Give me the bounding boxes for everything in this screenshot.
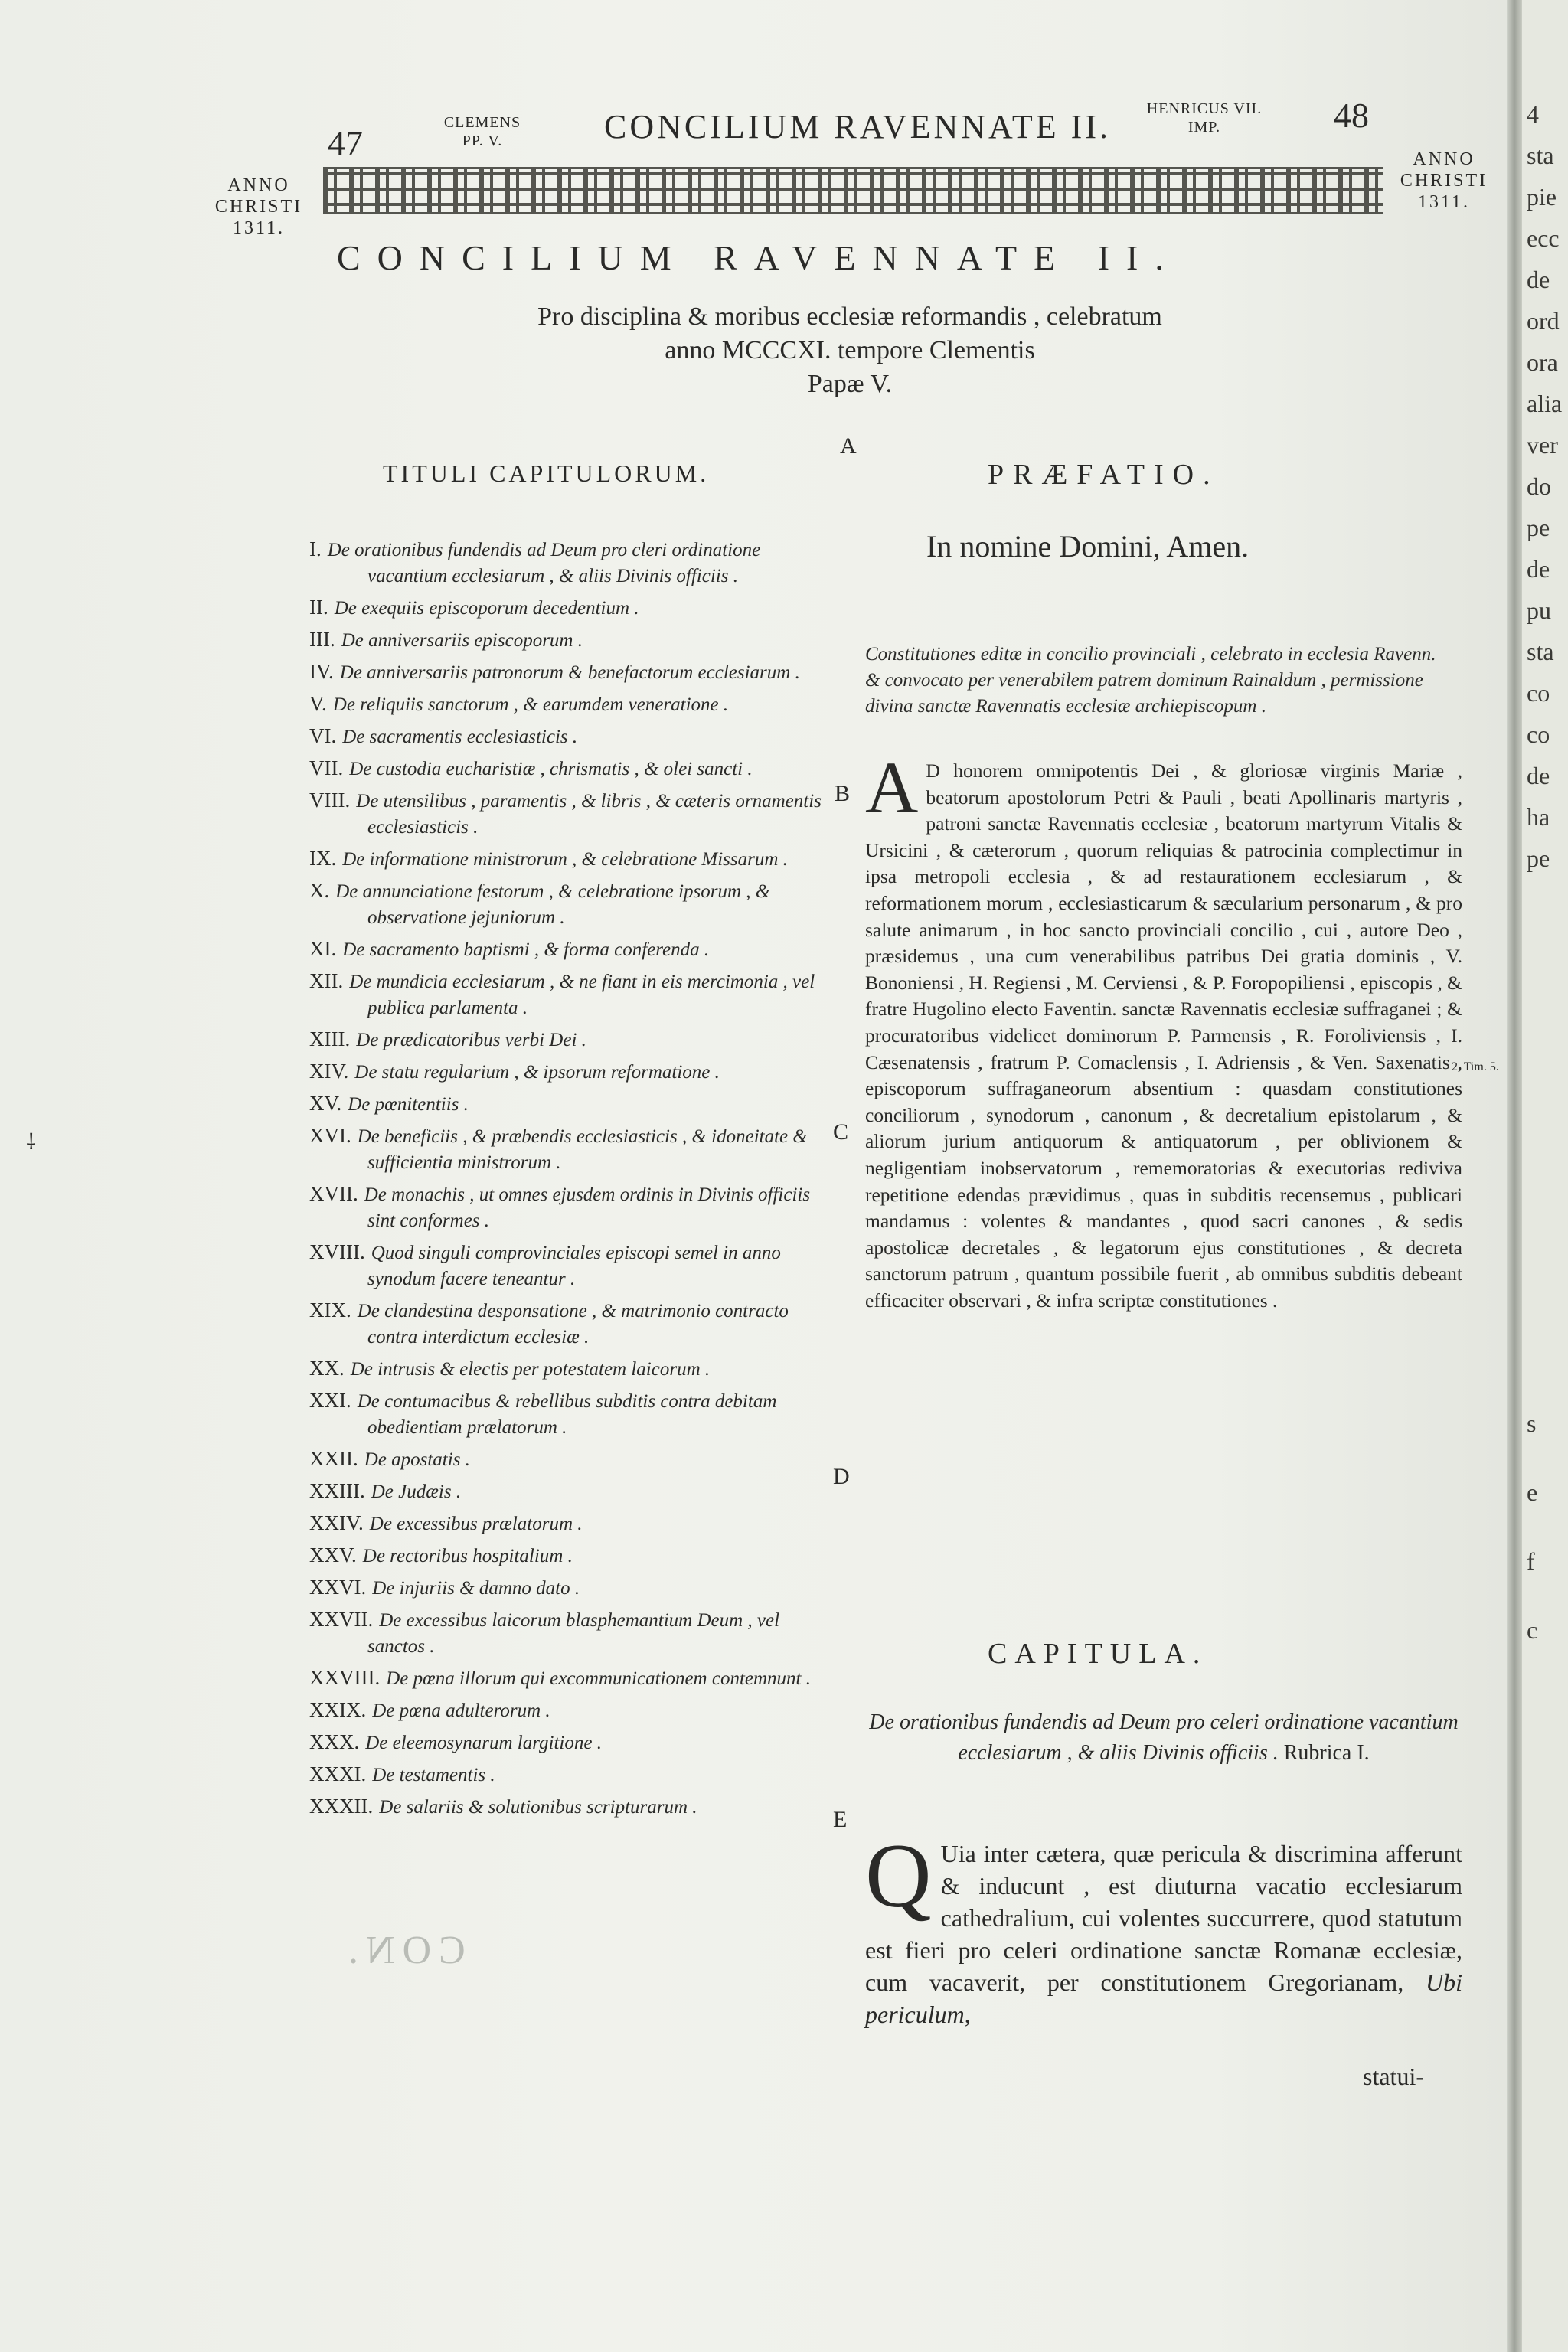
toc-item-number: XXXII.: [309, 1795, 374, 1818]
next-page-fragment: pie: [1527, 183, 1557, 211]
anno-christi-left: [213, 175, 305, 239]
toc-item-title: Quod singuli comprovinciales episcopi semel in anno synodum facere teneantur .: [368, 1243, 781, 1289]
toc-item-title: De anniversariis patronorum & benefactorum ecclesiarum .: [339, 662, 800, 683]
next-page-fragment: e: [1527, 1478, 1538, 1506]
toc-item-number: XIX.: [309, 1298, 351, 1321]
toc-item-number: X.: [309, 879, 330, 902]
praefatio-text: D honorem omnipotentis Dei , & gloriosæ virginis Mariæ , beatorum apostolorum Petri & Pauli , beati Apollinaris martyris , patroni sanctæ Ravennatis ecclesiæ , beatorum martyrum Vitalis & Ursicini , & cæterorum , quorum reliquias & patrocinia complectimur in ipsa metropoli ecclesia , & ad restaurationem ecclesiarum , & reformationem morum , ecclesiasticarum & sæcularium personarum , & pro salute animarum , in hoc sancto provinciali concilio , cui , autore Deo , præsidemus , una cum venerabilibus patribus Dei gratia dominis , V. Bononiensi , H. Regiensi , M. Cerviensi , & P. Foropopiliensi , episcopis , & fratre Hugolino electo Faventin. sanctæ Ravennatis ecclesiæ suffraganei ; & procuratoribus videlicet dominorum P. Parmensis , R. Foroliviensis , I. Cæsenatensis , fratrum P. Comaclensis , I. Adriensis , & Ven. Saxenatis , episcoporum suffraganeorum absentium : quasdam constitutiones conciliorum , synodorum , canonum , & decretalium epistolarum , & aliorum jurium antiquorum & antiquatorum , per oblivionem & negligentiam inobservatorum , rememoratorias & executorias rediviva repetitione edendas prævidimus , quas in subditis recensemus , publicari mandamus : volentes & mandantes , quod sacri canones , & sedis apostolicæ decretales , & legatorum ejus constitutiones , & decreta sanctorum patrum , quantum possibile fuerit , ab omnibus subditis debeant efficaciter observari , & infra scriptæ constitutiones .: [865, 760, 1462, 1312]
toc-item-number: XVIII.: [309, 1240, 365, 1263]
praefatio-heading: PRÆFATIO.: [988, 459, 1220, 491]
toc-item: [309, 968, 822, 1021]
toc-item-number: XXVIII.: [309, 1666, 381, 1689]
toc-item-title: De pœnitentiis .: [348, 1094, 469, 1115]
toc-item-title: De testamentis .: [372, 1765, 495, 1785]
toc-item-number: XXXI.: [309, 1762, 367, 1785]
toc-item: [309, 1122, 822, 1176]
toc-item-title: De Judæis .: [371, 1481, 462, 1502]
toc-item-title: De excessibus laicorum blasphemantium Deum , vel sanctos .: [368, 1610, 780, 1657]
toc-item: [309, 1355, 822, 1383]
running-title: CONCILIUM RAVENNATE II.: [604, 108, 1111, 145]
toc-item-title: De injuriis & damno dato .: [372, 1578, 580, 1599]
toc-item-number: II.: [309, 596, 328, 619]
toc-item-number: XXVI.: [309, 1576, 367, 1599]
toc-item: [309, 626, 822, 654]
toc-item: [309, 1793, 822, 1821]
toc-item: [309, 1697, 822, 1724]
toc-item: [309, 1181, 822, 1234]
page-number-right: 48: [1334, 96, 1369, 135]
toc-item: [309, 1026, 822, 1054]
running-head-right: [1132, 100, 1277, 136]
anno-line: CHRISTI: [214, 197, 303, 217]
toc-item: [309, 1664, 822, 1692]
margin-letter: B: [835, 781, 851, 806]
toc-item-number: VIII.: [309, 789, 351, 812]
toc-heading: TITULI CAPITULORUM.: [383, 459, 710, 487]
side-reference: 2. Tim. 5.: [1452, 1060, 1499, 1073]
toc-item-title: De statu regularium , & ipsorum reformatione .: [354, 1062, 720, 1083]
toc-item: [309, 723, 822, 750]
running-head-left: [429, 113, 536, 150]
toc-item: [309, 1446, 822, 1473]
next-page-fragment: co: [1527, 679, 1550, 707]
margin-mark: ⸸: [26, 1131, 37, 1155]
next-page-fragment: ora: [1527, 348, 1558, 376]
rubric-label: Rubrica I.: [1283, 1741, 1370, 1765]
toc-item-number: XXII.: [309, 1447, 358, 1470]
toc-item-number: XVI.: [309, 1124, 351, 1147]
toc-item-number: XI.: [309, 937, 337, 960]
toc-item: [309, 594, 822, 622]
toc-item-title: De eleemosynarum largitione .: [365, 1733, 602, 1753]
next-page-fragment: ver: [1527, 431, 1558, 459]
rubric: [865, 1707, 1462, 1769]
toc-item-title: De excessibus prælatorum .: [369, 1514, 583, 1534]
toc-item-number: VII.: [309, 756, 344, 779]
toc-item: [309, 691, 822, 718]
drop-capital: A: [865, 746, 919, 828]
toc-item-title: De rectoribus hospitalium .: [362, 1546, 573, 1566]
running-head-left-line: CLEMENS: [443, 114, 521, 131]
toc-item-number: III.: [309, 628, 335, 651]
margin-letter: C: [833, 1119, 849, 1145]
toc-list: [309, 536, 822, 1825]
catchword: statui-: [1363, 2063, 1424, 2090]
anno-line: ANNO: [1413, 149, 1475, 169]
toc-item-title: De annunciatione festorum , & celebratione ipsorum , & observatione jejuniorum .: [335, 881, 771, 928]
toc-item-title: De sacramento baptismi , & forma conferenda .: [342, 939, 710, 960]
toc-item-number: I.: [309, 537, 322, 560]
margin-letter: A: [840, 433, 857, 459]
toc-item-number: V.: [309, 692, 327, 715]
show-through-text: CON.: [341, 1929, 466, 1972]
next-page-fragment: c: [1527, 1616, 1538, 1644]
toc-item: [309, 658, 822, 686]
toc-item-number: XIV.: [309, 1060, 349, 1083]
toc-item-number: XII.: [309, 969, 344, 992]
toc-item-title: De anniversariis episcoporum .: [341, 630, 583, 651]
toc-item: [309, 1387, 822, 1441]
next-page-fragment: do: [1527, 472, 1551, 500]
toc-item-number: XXI.: [309, 1389, 351, 1412]
toc-item-title: De sacramentis ecclesiasticis .: [342, 727, 578, 747]
capitula-heading: CAPITULA.: [988, 1638, 1208, 1670]
toc-item: [309, 936, 822, 963]
toc-item-number: VI.: [309, 724, 337, 747]
toc-item-title: De pœna adulterorum .: [372, 1700, 550, 1721]
toc-item-number: XIII.: [309, 1027, 351, 1050]
subtitle-line: Pro disciplina & moribus ecclesiæ reformandis , celebratum: [537, 302, 1162, 331]
next-page-fragment: pe: [1527, 844, 1550, 872]
toc-item: [309, 1090, 822, 1118]
next-page-fragment: de: [1527, 266, 1550, 293]
praefatio-body: [865, 746, 1462, 1314]
margin-letter: D: [833, 1464, 850, 1489]
invocation: In nomine Domini, Amen.: [926, 529, 1250, 564]
toc-item-title: De pœna illorum qui excommunicationem contemnunt .: [386, 1668, 811, 1689]
constitutiones-intro: Constitutiones editæ in concilio provinciali , celebrato in ecclesia Ravenn. & convocato per venerabilem patrem dominum Rainaldum , permissione divina sanctæ Ravennatis ecclesiæ archiepiscopum .: [865, 644, 1436, 717]
toc-item-number: XVII.: [309, 1182, 358, 1205]
toc-item: [309, 536, 822, 590]
next-page-fragment: ecc: [1527, 224, 1560, 252]
toc-item-title: De beneficiis , & præbendis ecclesiasticis , & idoneitate & sufficientia ministrorum .: [357, 1126, 808, 1173]
toc-item-title: De salariis & solutionibus scripturarum .: [379, 1797, 697, 1818]
next-page-fragment: s: [1527, 1410, 1537, 1437]
toc-item-number: XXX.: [309, 1730, 360, 1753]
next-page-fragment: ha: [1527, 803, 1550, 831]
toc-item: [309, 1761, 822, 1788]
toc-item-number: XV.: [309, 1092, 342, 1115]
toc-item-title: De informatione ministrorum , & celebratione Missarum .: [342, 849, 788, 870]
toc-item-title: De exequiis episcoporum decedentium .: [334, 598, 639, 619]
toc-item: [309, 845, 822, 873]
toc-item-title: De clandestina desponsatione , & matrimonio contracto contra interdictum ecclesiæ .: [357, 1301, 789, 1348]
running-head-right-line: HENRICUS VII.: [1146, 100, 1263, 117]
toc-item-number: XXIII.: [309, 1479, 365, 1502]
next-page-fragment: sta: [1527, 638, 1554, 665]
toc-item-title: De monachis , ut omnes ejusdem ordinis in Divinis officiis sint conformes .: [364, 1184, 811, 1231]
next-page-fragment: 4: [1527, 100, 1539, 128]
toc-item-title: De reliquiis sanctorum , & earumdem veneratione .: [332, 694, 729, 715]
toc-item: [309, 1478, 822, 1505]
toc-item-title: De mundicia ecclesiarum , & ne fiant in eis mercimonia , vel publica parlamenta .: [349, 972, 815, 1018]
subtitle-line: anno MCCCXI. tempore Clementis: [665, 336, 1035, 364]
toc-item: [309, 1729, 822, 1756]
subtitle-line: Papæ V.: [807, 370, 893, 398]
anno-christi-right: [1396, 149, 1491, 213]
next-page-fragment: co: [1527, 720, 1550, 748]
toc-item-title: De orationibus fundendis ad Deum pro cleri ordinatione vacantium ecclesiarum , & aliis Divinis officiis .: [327, 540, 761, 586]
next-page-fragment: f: [1527, 1547, 1535, 1575]
chapter-one-body: Uia inter cætera, quæ pericula & discrimina afferunt & inducunt , est diuturna vacatio ecclesiarum cathedralium, cui volentes succurrere, quod statutum est fieri pro celeri ordinatione sanctæ Romanæ ecclesiæ, cum vacaverit, per constitutionem Gregorianam,: [865, 1840, 1462, 1996]
next-page-fragment: de: [1527, 762, 1550, 789]
book-gutter: [1507, 0, 1522, 2352]
anno-line: CHRISTI: [1400, 171, 1488, 191]
anno-line: 1311.: [1417, 192, 1471, 212]
margin-letter: E: [833, 1807, 848, 1832]
drop-capital: Q: [865, 1824, 932, 1926]
toc-item: [309, 1606, 822, 1660]
toc-item: [309, 1510, 822, 1537]
subtitle: [429, 300, 1271, 401]
toc-item-title: De prædicatoribus verbi Dei .: [356, 1030, 586, 1050]
toc-item-title: De apostatis .: [364, 1449, 470, 1470]
next-page-fragment: pu: [1527, 596, 1551, 624]
anno-line: ANNO: [227, 175, 290, 195]
next-page-fragment: pe: [1527, 514, 1550, 541]
next-page-edge: [1522, 0, 1568, 2352]
toc-item: [309, 1297, 822, 1351]
toc-item-title: De contumacibus & rebellibus subditis contra debitam obedientiam prælatorum .: [357, 1391, 777, 1438]
toc-item-number: IV.: [309, 660, 334, 683]
running-head-right-line: IMP.: [1187, 119, 1221, 136]
toc-item: [309, 755, 822, 782]
chapter-one-italic: Ubi periculum: [865, 1968, 1463, 2028]
toc-item-number: XXIX.: [309, 1698, 367, 1721]
toc-item-number: IX.: [309, 847, 337, 870]
rubric-title: De orationibus fundendis ad Deum pro celeri ordinatione vacantium ecclesiarum , & aliis Divinis officiis .: [869, 1710, 1459, 1765]
chapter-one-text: Q Uia inter cætera, quæ pericula & discrimina afferunt & inducunt , est diuturna vacatio ecclesiarum cathedralium, cui volentes succurrere, quod statutum est fieri pro celeri ordinatione sanctæ Romanæ ecclesiæ, cum vacaverit, per constitutionem Gregorianam, Ubi periculum,: [865, 1824, 1463, 2028]
toc-item-title: De intrusis & electis per potestatem laicorum .: [350, 1359, 710, 1380]
anno-line: 1311.: [232, 218, 286, 238]
toc-item-number: XXVII.: [309, 1608, 374, 1631]
toc-item-number: XXIV.: [309, 1511, 364, 1534]
ornamental-band: [323, 167, 1383, 214]
toc-item: [309, 877, 822, 931]
next-page-fragment: alia: [1527, 390, 1563, 417]
main-title: CONCILIUM RAVENNATE II.: [337, 238, 1181, 277]
toc-item-title: De custodia eucharistiæ , chrismatis , & olei sancti .: [349, 759, 753, 779]
toc-item-number: XX.: [309, 1357, 345, 1380]
toc-item: [309, 787, 822, 841]
page-number-left: 47: [328, 123, 363, 162]
next-page-fragment: de: [1527, 555, 1550, 583]
toc-item: [309, 1058, 822, 1086]
toc-item: [309, 1574, 822, 1602]
toc-item-title: De utensilibus , paramentis , & libris , & cæteris ornamentis ecclesiasticis .: [356, 791, 822, 838]
next-page-fragment: ord: [1527, 307, 1560, 335]
toc-item-number: XXV.: [309, 1544, 357, 1566]
toc-item: [309, 1542, 822, 1570]
toc-item: [309, 1239, 822, 1292]
running-head-left-line: PP. V.: [462, 132, 503, 149]
next-page-fragment: sta: [1527, 142, 1554, 169]
